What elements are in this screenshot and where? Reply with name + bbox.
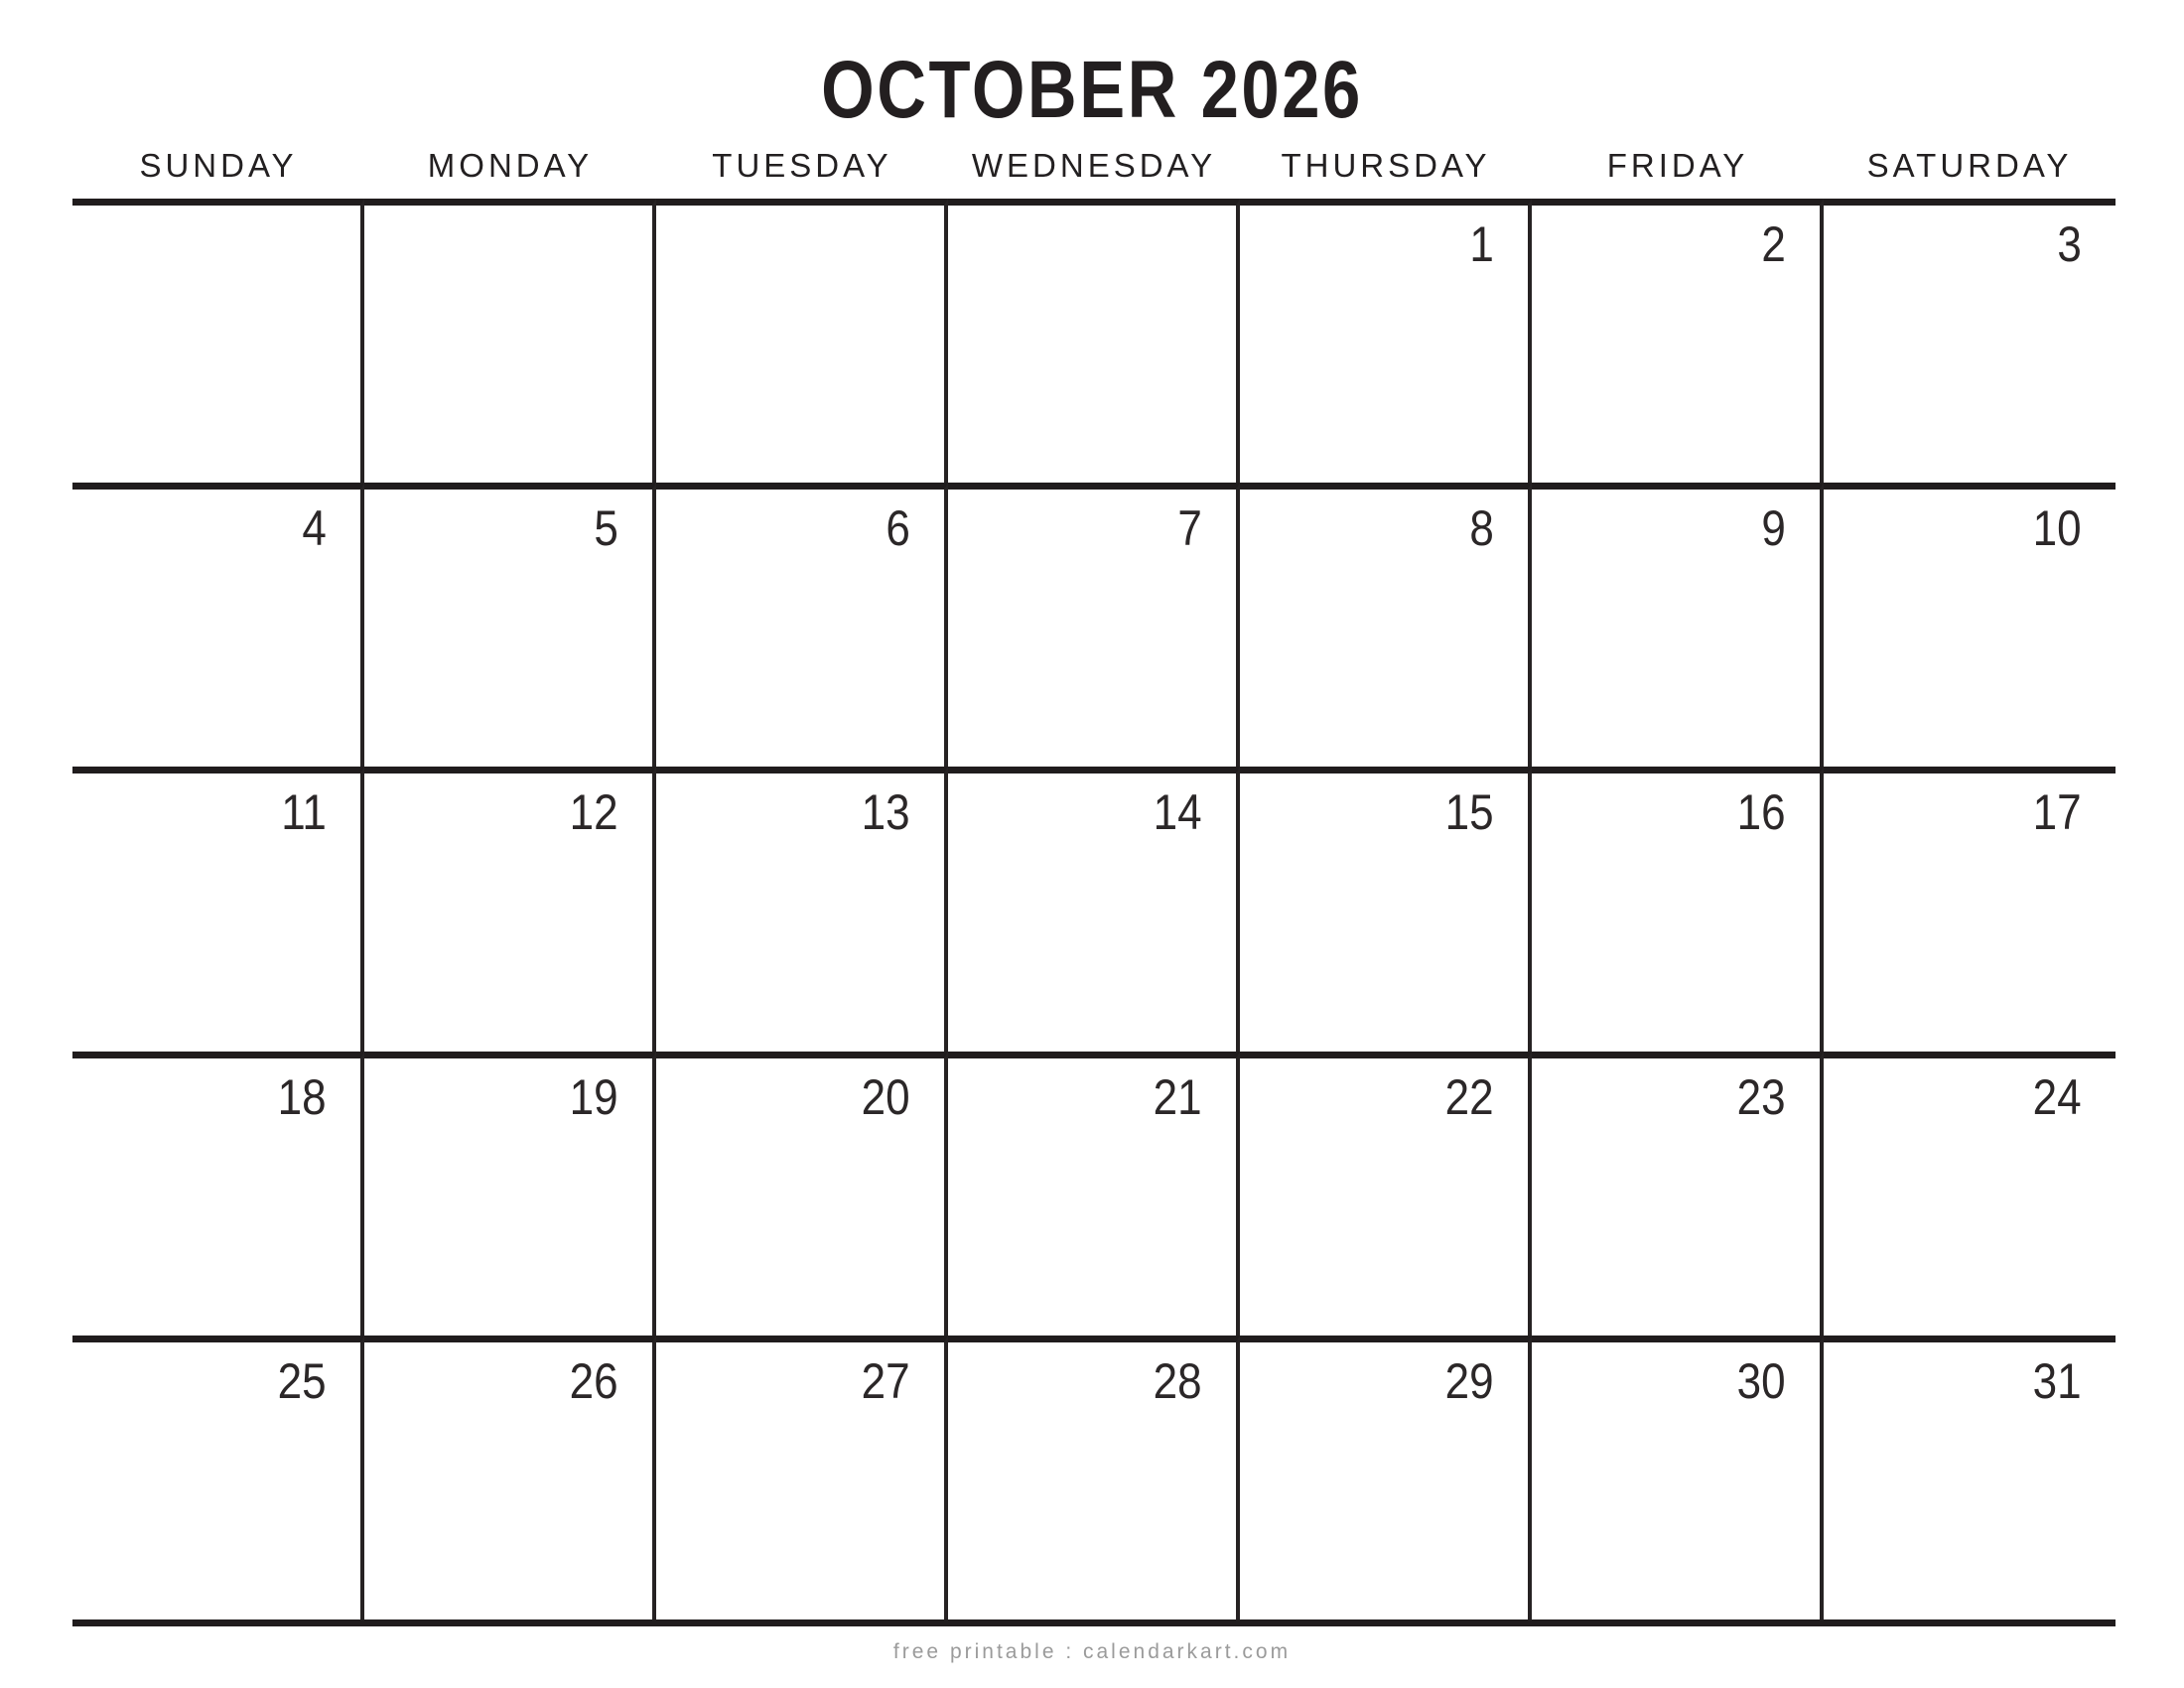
day-cell (656, 1052, 948, 1336)
weekday-label-wednesday: WEDNESDAY (971, 147, 1217, 184)
day-cell (72, 1052, 364, 1336)
day-cell (1240, 483, 1532, 767)
day-number: 17 (2033, 784, 2082, 841)
calendar-grid (72, 199, 2116, 1626)
day-number: 14 (1154, 784, 1202, 841)
day-cell (72, 767, 364, 1051)
day-number: 24 (2033, 1068, 2082, 1125)
day-number: 12 (570, 784, 618, 841)
weekday-label-sunday: SUNDAY (139, 147, 298, 184)
day-cell (1532, 483, 1824, 767)
day-number: 4 (302, 500, 327, 557)
day-number: 2 (1761, 216, 1786, 272)
day-number: 13 (862, 784, 910, 841)
day-number: 22 (1445, 1068, 1494, 1125)
day-number: 1 (1469, 216, 1494, 272)
day-number: 15 (1445, 784, 1494, 841)
day-cell (1240, 1336, 1532, 1619)
day-cell (364, 1336, 656, 1619)
day-number: 28 (1154, 1352, 1202, 1409)
day-number: 21 (1154, 1068, 1202, 1125)
weekday-label-thursday: THURSDAY (1281, 147, 1491, 184)
day-cell (72, 199, 364, 483)
day-number: 7 (1177, 500, 1202, 557)
day-number: 6 (886, 500, 910, 557)
page-title: OCTOBER 2026 (821, 45, 1363, 135)
day-cell (948, 199, 1240, 483)
day-cell (656, 483, 948, 767)
day-cell (364, 1052, 656, 1336)
day-cell (656, 767, 948, 1051)
day-cell (1824, 767, 2116, 1051)
weekday-label-friday: FRIDAY (1606, 147, 1749, 184)
day-number: 19 (570, 1068, 618, 1125)
day-cell (364, 199, 656, 483)
day-cell (364, 483, 656, 767)
day-number: 5 (594, 500, 618, 557)
day-number: 3 (2057, 216, 2082, 272)
day-number: 27 (862, 1352, 910, 1409)
day-cell (1532, 199, 1824, 483)
day-cell (1532, 1052, 1824, 1336)
day-cell (1824, 483, 2116, 767)
weekday-header-row (72, 137, 2116, 193)
day-cell (1240, 1052, 1532, 1336)
day-number: 20 (862, 1068, 910, 1125)
weekday-label-monday: MONDAY (427, 147, 594, 184)
day-number: 10 (2033, 500, 2082, 557)
day-cell (948, 767, 1240, 1051)
day-number: 18 (278, 1068, 327, 1125)
day-number: 31 (2033, 1352, 2082, 1409)
day-number: 25 (278, 1352, 327, 1409)
day-cell (1824, 1336, 2116, 1619)
day-number: 23 (1737, 1068, 1786, 1125)
day-number: 30 (1737, 1352, 1786, 1409)
day-cell (948, 1052, 1240, 1336)
day-number: 26 (570, 1352, 618, 1409)
day-cell (948, 483, 1240, 767)
day-cell (1532, 767, 1824, 1051)
day-cell (1240, 199, 1532, 483)
day-number: 9 (1761, 500, 1786, 557)
day-cell (656, 199, 948, 483)
day-cell (1824, 199, 2116, 483)
day-cell (364, 767, 656, 1051)
weekday-label-saturday: SATURDAY (1866, 147, 2073, 184)
day-cell (948, 1336, 1240, 1619)
day-cell (72, 1336, 364, 1619)
day-number: 11 (281, 784, 327, 841)
day-cell (1532, 1336, 1824, 1619)
day-number: 29 (1445, 1352, 1494, 1409)
day-number: 16 (1737, 784, 1786, 841)
day-cell (1824, 1052, 2116, 1336)
day-cell (72, 483, 364, 767)
day-cell (656, 1336, 948, 1619)
day-cell (1240, 767, 1532, 1051)
day-number: 8 (1469, 500, 1494, 557)
weekday-label-tuesday: TUESDAY (712, 147, 892, 184)
footer-credit: free printable : calendarkart.com (892, 1640, 1292, 1663)
